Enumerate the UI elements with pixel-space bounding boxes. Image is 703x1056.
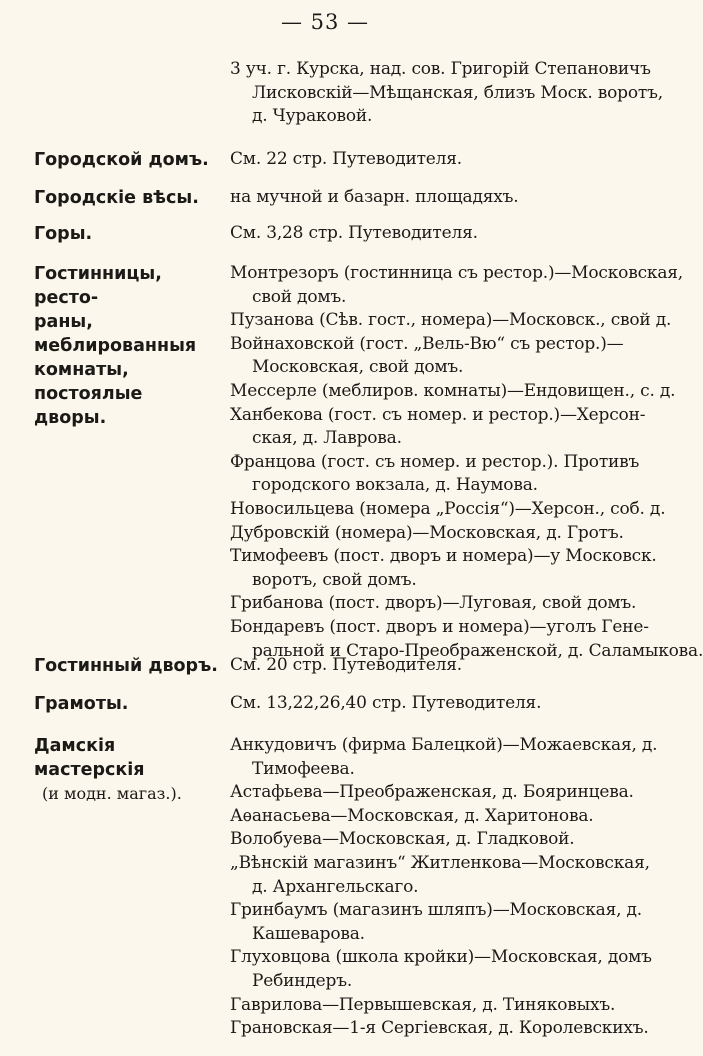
- entry-line: Тимофеева.: [252, 758, 355, 779]
- entry-line: Гаврилова—Первышевская, д. Тиняковыхъ.: [230, 994, 616, 1015]
- entry-line: Ребиндеръ.: [252, 970, 353, 991]
- heading-line: Грамоты.: [34, 694, 129, 714]
- entry-line: Дубровскiй (номера)—Московская, д. Гротъ.: [230, 522, 624, 543]
- entry-line: Тимофеевъ (пост. дворъ и номера)—у Московск.: [230, 546, 657, 567]
- heading-line: Горы.: [34, 224, 93, 244]
- entry-text: [230, 222, 630, 246]
- entry-line: См. 13,22,26,40 стр. Путеводителя.: [230, 693, 542, 713]
- entry-line: Кашеварова.: [252, 923, 365, 944]
- entry-line: Францова (гост. съ номер. и рестор.). Противъ: [230, 451, 640, 472]
- entry-line: городского вокзала, д. Наумова.: [252, 475, 538, 496]
- entry-line: Войнаховской (гост. „Вель-Вю“ съ рестор.)—: [230, 333, 624, 354]
- entry-line: Бондаревъ (пост. дворъ и номера)—уголъ Гене-: [230, 616, 649, 637]
- entry-heading: [34, 186, 224, 210]
- entry-line: ская, д. Лаврова.: [252, 428, 402, 449]
- entry-line: ральной и Старо-Преображенской, д. Саламыкова.: [252, 640, 703, 661]
- entry-line: Аѳанасьева—Московская, д. Харитонова.: [230, 805, 594, 826]
- heading-subtitle: (и модн. магаз.).: [42, 784, 182, 803]
- heading-line: Гостинницы, ресто-: [34, 264, 162, 308]
- heading-line: дворы.: [34, 408, 107, 428]
- entry-line: Волобуева—Московская, д. Гладковой.: [230, 829, 575, 850]
- page-number: — 53 —: [280, 10, 370, 34]
- entry-heading: [34, 734, 224, 806]
- entry-heading: [34, 692, 224, 716]
- entry-text: [230, 654, 630, 678]
- entry-line: Анкудовичъ (фирма Балецкой)—Можаевская, д.: [230, 735, 658, 755]
- intro-text: [230, 58, 663, 129]
- entry-text: [230, 186, 630, 210]
- entry-line: Грановская—1-я Сергiевская, д. Королевскихъ.: [230, 1018, 649, 1039]
- heading-line: Гостинный дворъ.: [34, 656, 218, 676]
- entry-line: свой домъ.: [252, 286, 347, 307]
- entry-heading: [34, 148, 224, 172]
- entry-line: См. 20 стр. Путеводителя.: [230, 655, 462, 675]
- entry-line: Астафьева—Преображенская, д. Бояринцева.: [230, 782, 634, 803]
- entry-line: д. Архангельскаго.: [252, 876, 419, 897]
- entry-heading: [34, 262, 224, 430]
- intro-line: Лисковскiй—Мѣщанская, близъ Моск. воротъ,: [252, 82, 663, 103]
- entry-line: воротъ, свой домъ.: [252, 569, 417, 590]
- entry-line: См. 3,28 стр. Путеводителя.: [230, 223, 478, 243]
- entry-line: Мессерле (меблиров. комнаты)—Ендовищен., с. д.: [230, 380, 676, 401]
- entry-line: Московская, свой домъ.: [252, 357, 464, 378]
- intro-line: 3 уч. г. Курска, над. сов. Григорiй Степановичъ: [230, 59, 651, 79]
- entry-text: [230, 734, 658, 1041]
- entry-line: См. 22 стр. Путеводителя.: [230, 149, 462, 169]
- entry-text: [230, 262, 703, 663]
- heading-line: Городскiе вѣсы.: [34, 188, 199, 208]
- entry-line: Грибанова (пост. дворъ)—Луговая, свой домъ.: [230, 593, 637, 614]
- heading-line: Городской домъ.: [34, 150, 209, 170]
- entry-text: [230, 692, 630, 716]
- entry-heading: [34, 222, 224, 246]
- entry-heading: [34, 654, 224, 678]
- entry-line: Глуховцова (школа кройки)—Московская, домъ: [230, 947, 652, 968]
- entry-line: Монтрезоръ (гостинница съ рестор.)—Московская,: [230, 263, 683, 283]
- entry-line: Пузанова (Сѣв. гост., номера)—Московск., свой д.: [230, 310, 672, 331]
- heading-line: Дамскiя мастерскiя: [34, 736, 145, 780]
- heading-line: комнаты, постоялые: [34, 360, 143, 404]
- heading-line: раны, меблированныя: [34, 312, 197, 356]
- entry-line: Гринбаумъ (магазинъ шляпъ)—Московская, д.: [230, 900, 642, 921]
- entry-line: Новосильцева (номера „Россiя“)—Херсон., соб. д.: [230, 498, 666, 519]
- entry-text: [230, 148, 630, 172]
- entry-line: Ханбекова (гост. съ номер. и рестор.)—Херсон-: [230, 404, 646, 425]
- entry-line: на мучной и базарн. площадяхъ.: [230, 187, 519, 207]
- entry-line: „Вѣнскiй магазинъ“ Житленкова—Московская,: [230, 852, 650, 873]
- intro-line: д. Чураковой.: [252, 106, 373, 127]
